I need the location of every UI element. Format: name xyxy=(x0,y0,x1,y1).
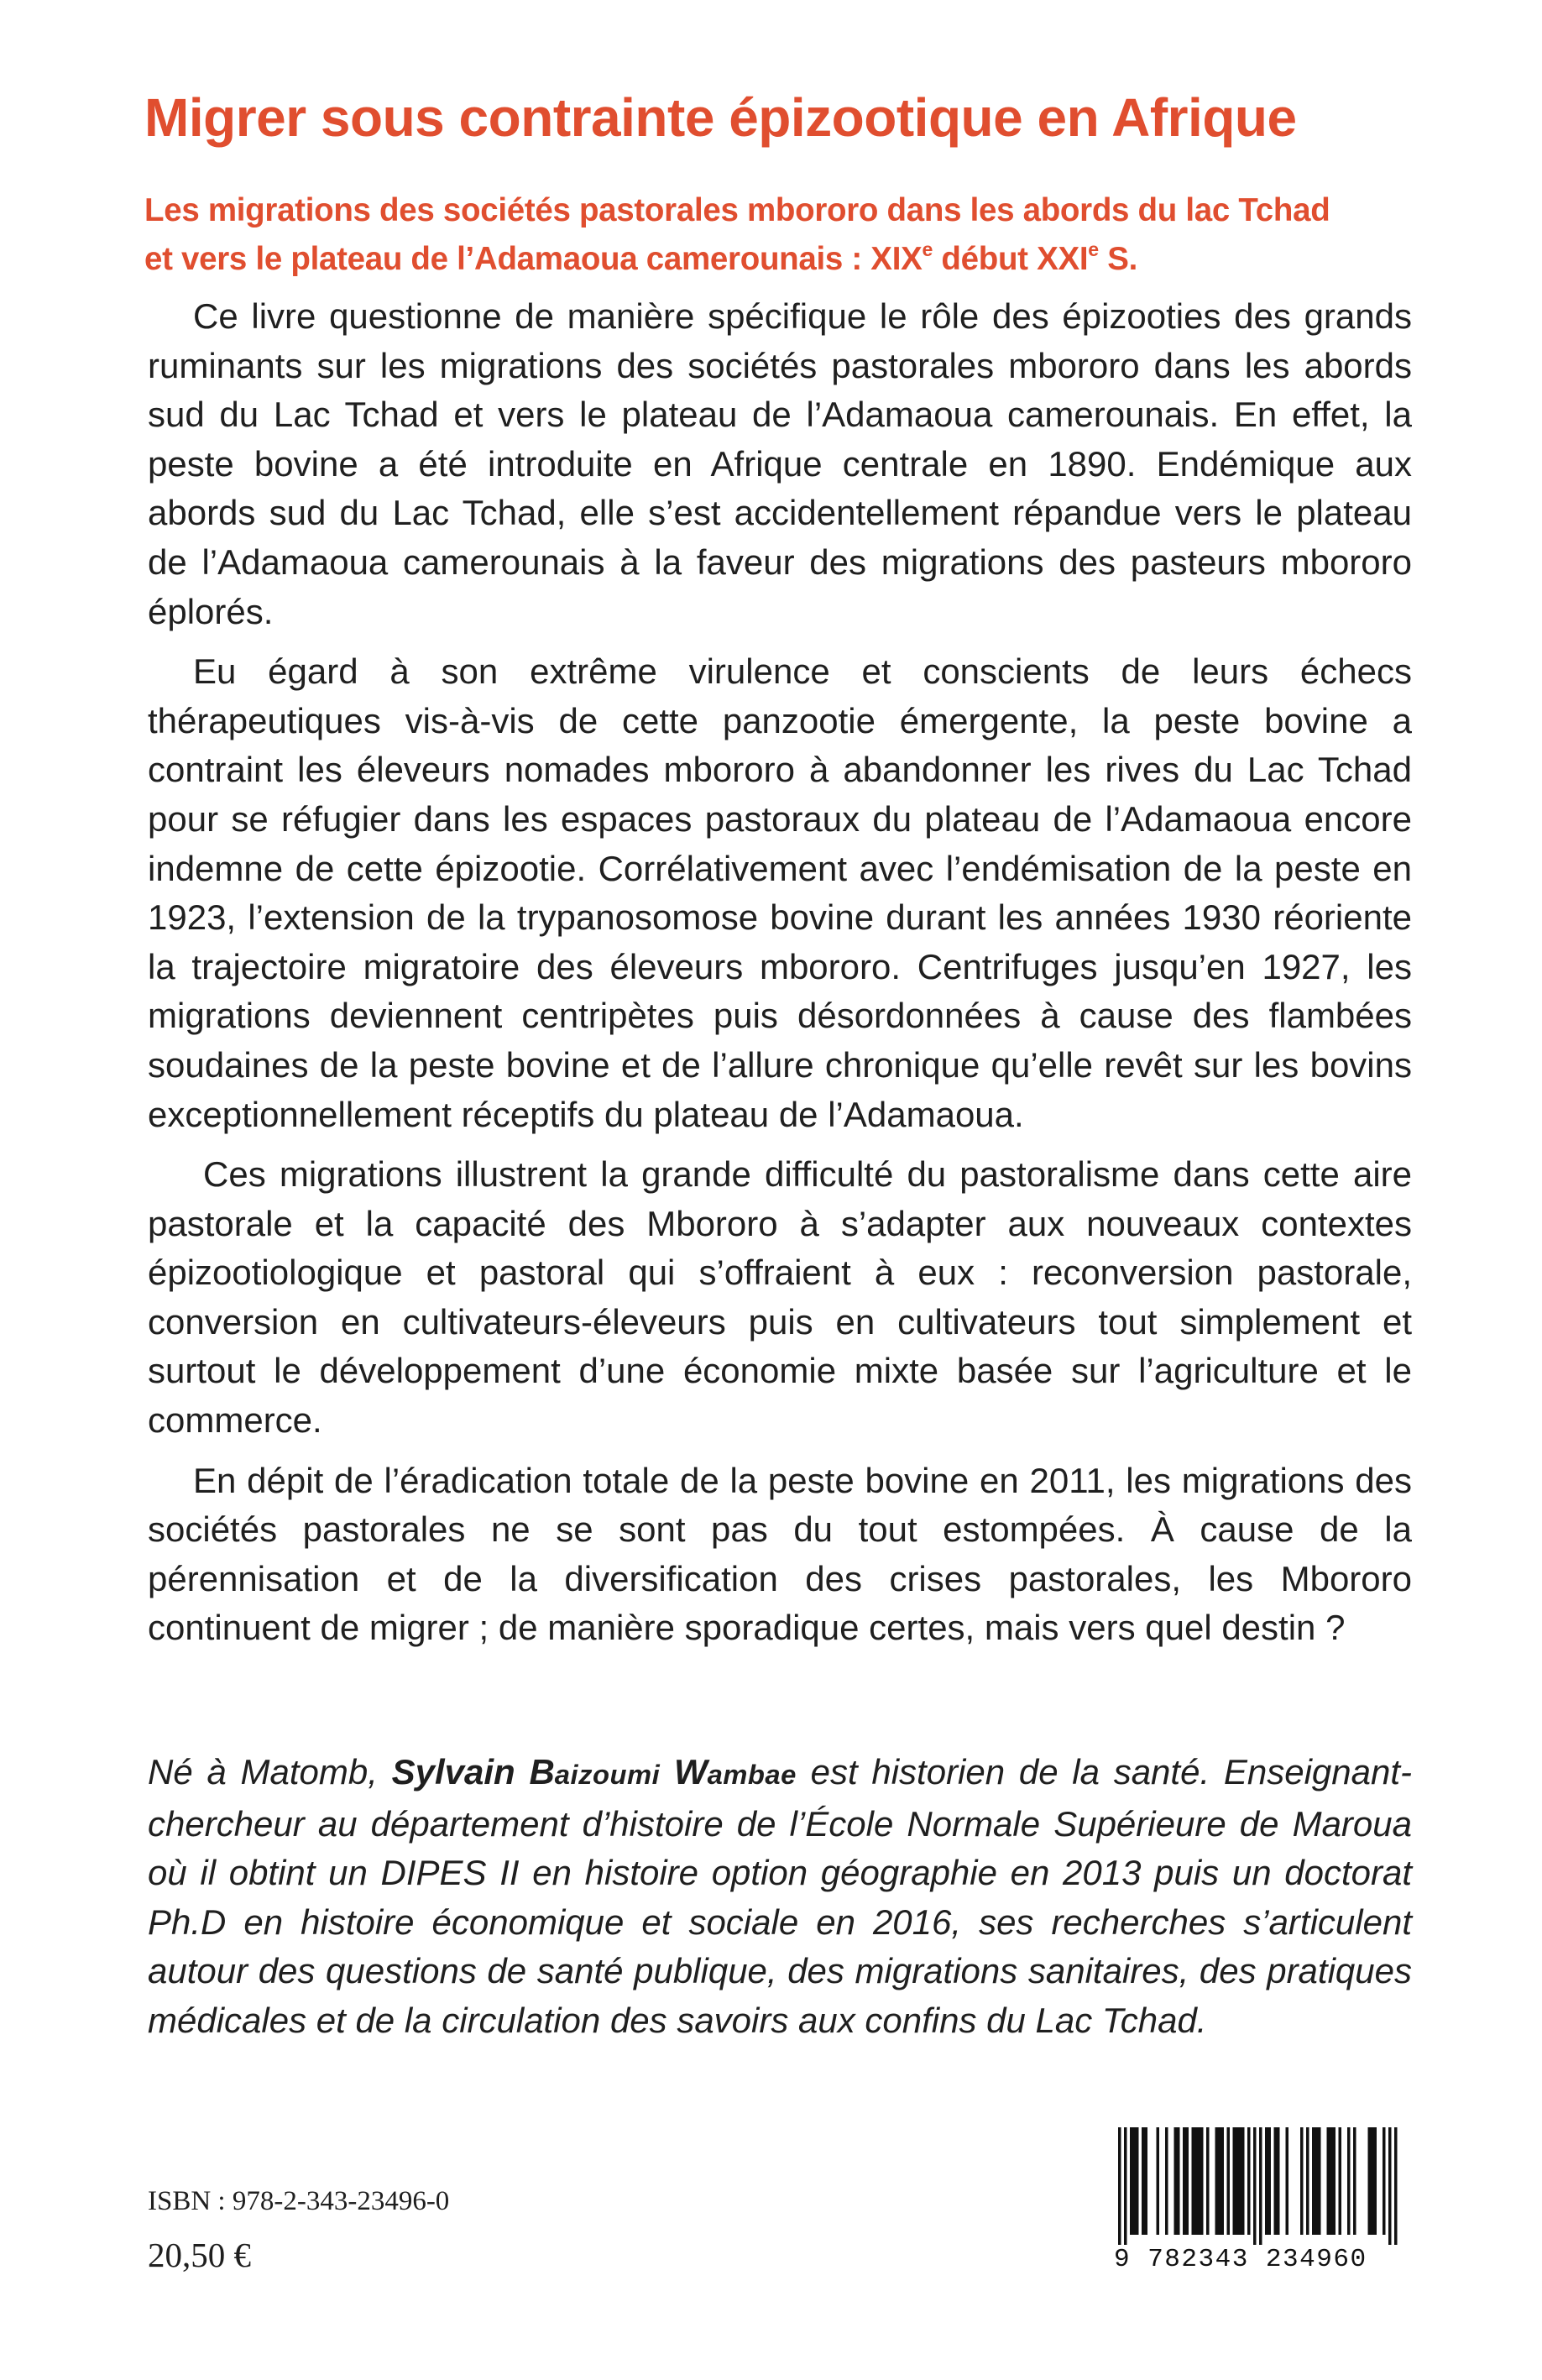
superscript-e: e xyxy=(922,238,933,260)
barcode-bar xyxy=(1388,2127,1392,2245)
barcode-bar xyxy=(1318,2127,1321,2235)
barcode-bar xyxy=(1327,2127,1330,2235)
barcode-bar xyxy=(1177,2127,1180,2235)
barcode xyxy=(1102,2121,1411,2283)
barcode-bar xyxy=(1300,2127,1304,2235)
barcode-bar xyxy=(1124,2127,1127,2245)
subtitle-line-1: Les migrations des sociétés pastorales mbororo dans les abords du lac Tchad xyxy=(144,192,1330,228)
barcode-bar xyxy=(1215,2127,1219,2235)
name-space xyxy=(660,1752,674,1792)
superscript-e: e xyxy=(1088,238,1099,260)
barcode-bar xyxy=(1206,2127,1210,2235)
barcode-bar xyxy=(1239,2127,1242,2235)
summary-paragraph: Ce livre questionne de manière spécifique le rôle des épizooties des grands ruminants sur les migrations des sociétés pastorales mbororo dans les abords sud du Lac Tchad et vers le plateau de l’Adamaoua camerounais. En effet, la peste bovine a été introduite en Afrique centrale en 1890. Endémique aux abords sud du Lac Tchad, elle s’est accidentellement répandue vers le plateau de l’Adamaoua camerounais à la faveur des migrations des pasteurs mbororo éplorés. xyxy=(148,296,1412,631)
isbn: ISBN : 978-2-343-23496-0 xyxy=(148,2186,450,2216)
barcode-bars xyxy=(1109,2127,1404,2245)
barcode-bar xyxy=(1339,2127,1342,2235)
author-bio xyxy=(148,1748,1412,2046)
barcode-bar xyxy=(1383,2127,1386,2235)
barcode-bar xyxy=(1200,2127,1204,2235)
author-first-name: Sylvain xyxy=(391,1752,530,1792)
summary-paragraph: Eu égard à son extrême virulence et conscients de leurs échecs thérapeutiques vis-à-vis de cette panzootie émergente, la peste bovine a contraint les éleveurs nomades mbororo à abandonner les rives du Lac Tchad pour se réfugier dans les espaces pastoraux du plateau de l’Adamaoua encore indemne de cette épizootie. Corrélativement avec l’endémisation de la peste en 1923, l’extension de la trypanosomose bovine durant les années 1930 réoriente la trajectoire migratoire des éleveurs mbororo. Centrifuges jusqu’en 1927, les migrations deviennent centripètes puis désordonnées à cause des flambées soudaines de la peste bovine et de l’allure chronique qu’elle revêt sur les bovins exceptionnellement réceptifs du plateau de l’Adamaoua. xyxy=(148,651,1412,1134)
barcode-digits: 9 782343 234960 xyxy=(1114,2245,1367,2274)
summary-text xyxy=(148,292,1412,1664)
barcode-bar xyxy=(1157,2127,1160,2235)
subtitle-line-2-end: S. xyxy=(1098,241,1137,277)
barcode-bar xyxy=(1347,2127,1351,2235)
barcode-bar xyxy=(1130,2127,1133,2235)
subtitle-line-2-middle: début XXI xyxy=(933,241,1089,277)
barcode-bar xyxy=(1142,2127,1145,2235)
barcode-bar xyxy=(1145,2127,1148,2235)
bio-text: est historien de la santé. Enseignant-chercheur au département d’histoire de l’École Normale Supérieure de Maroua où il obtint un DIPES II en histoire option géographie en 2013 puis un doctorat Ph.D en histoire économique et sociale en 2016, ses recherches s’articulent autour des questions de santé publique, des migrations sanitaires, des pratiques médicales et de la circulation des savoirs aux confins du Lac Tchad. xyxy=(148,1752,1412,2040)
barcode-bar xyxy=(1192,2127,1195,2235)
barcode-bar xyxy=(1333,2127,1336,2235)
barcode-bar xyxy=(1218,2127,1221,2235)
barcode-bar xyxy=(1368,2127,1372,2235)
summary-paragraph: En dépit de l’éradication totale de la peste bovine en 2011, les migrations des sociétés pastorales ne se sont pas du tout estompées. À cause de la pérennisation et de la diversification des crises pastorales, les Mbororo continuent de migrer ; de manière sporadique certes, mais vers quel destin ? xyxy=(148,1460,1412,1648)
author-surname-2-initial: W xyxy=(673,1752,708,1792)
author-name xyxy=(392,1752,797,1792)
barcode-bar xyxy=(1133,2127,1137,2235)
bio-intro: Né à Matomb, xyxy=(148,1752,392,1792)
author-surname-2: ambae xyxy=(707,1759,797,1790)
barcode-bar xyxy=(1165,2127,1168,2235)
barcode-bar xyxy=(1374,2127,1377,2235)
barcode-bar xyxy=(1268,2127,1272,2235)
barcode-bar xyxy=(1394,2127,1398,2245)
barcode-bar xyxy=(1221,2127,1225,2235)
barcode-bar xyxy=(1247,2127,1251,2235)
barcode-bar xyxy=(1236,2127,1239,2235)
barcode-bar xyxy=(1227,2127,1231,2235)
barcode-bar xyxy=(1118,2127,1121,2245)
price: 20,50 € xyxy=(148,2236,251,2274)
book-title: Migrer sous contrainte épizootique en Afrique xyxy=(144,87,1297,148)
barcode-bar xyxy=(1265,2127,1268,2235)
subtitle-line-2 xyxy=(144,235,1420,284)
barcode-bar xyxy=(1315,2127,1319,2235)
author-surname-initial: B xyxy=(529,1752,555,1792)
barcode-bar xyxy=(1241,2127,1245,2235)
barcode-bar xyxy=(1371,2127,1374,2235)
barcode-bar xyxy=(1274,2127,1278,2235)
barcode-bar xyxy=(1183,2127,1186,2235)
barcode-bar xyxy=(1286,2127,1289,2235)
barcode-bar xyxy=(1330,2127,1333,2235)
barcode-bar xyxy=(1198,2127,1201,2235)
barcode-bar xyxy=(1253,2127,1257,2245)
book-subtitle xyxy=(144,186,1420,284)
subtitle-line-2-text: et vers le plateau de l’Adamaoua camerounais : XIX xyxy=(144,241,923,277)
summary-paragraph: Ces migrations illustrent la grande difficulté du pastoralisme dans cette aire pastorale et la capacité des Mbororo à s’adapter aux nouveaux contextes épizootiologique et pastoral qui s’offraient à eux : reconversion pastorale, conversion en cultivateurs-éleveurs puis en cultivateurs tout simplement et surtout le développement d’une économie mixte basée sur l’agriculture et le commerce. xyxy=(148,1154,1412,1441)
barcode-bar xyxy=(1312,2127,1315,2235)
barcode-bar xyxy=(1174,2127,1178,2235)
barcode-bar xyxy=(1353,2127,1356,2235)
barcode-bar xyxy=(1277,2127,1280,2235)
barcode-bar xyxy=(1194,2127,1198,2235)
barcode-bar xyxy=(1259,2127,1262,2245)
barcode-bar xyxy=(1306,2127,1309,2235)
author-surname: aizoumi xyxy=(554,1759,661,1790)
barcode-bar xyxy=(1233,2127,1236,2235)
barcode-bar xyxy=(1186,2127,1189,2235)
barcode-bar xyxy=(1136,2127,1139,2235)
